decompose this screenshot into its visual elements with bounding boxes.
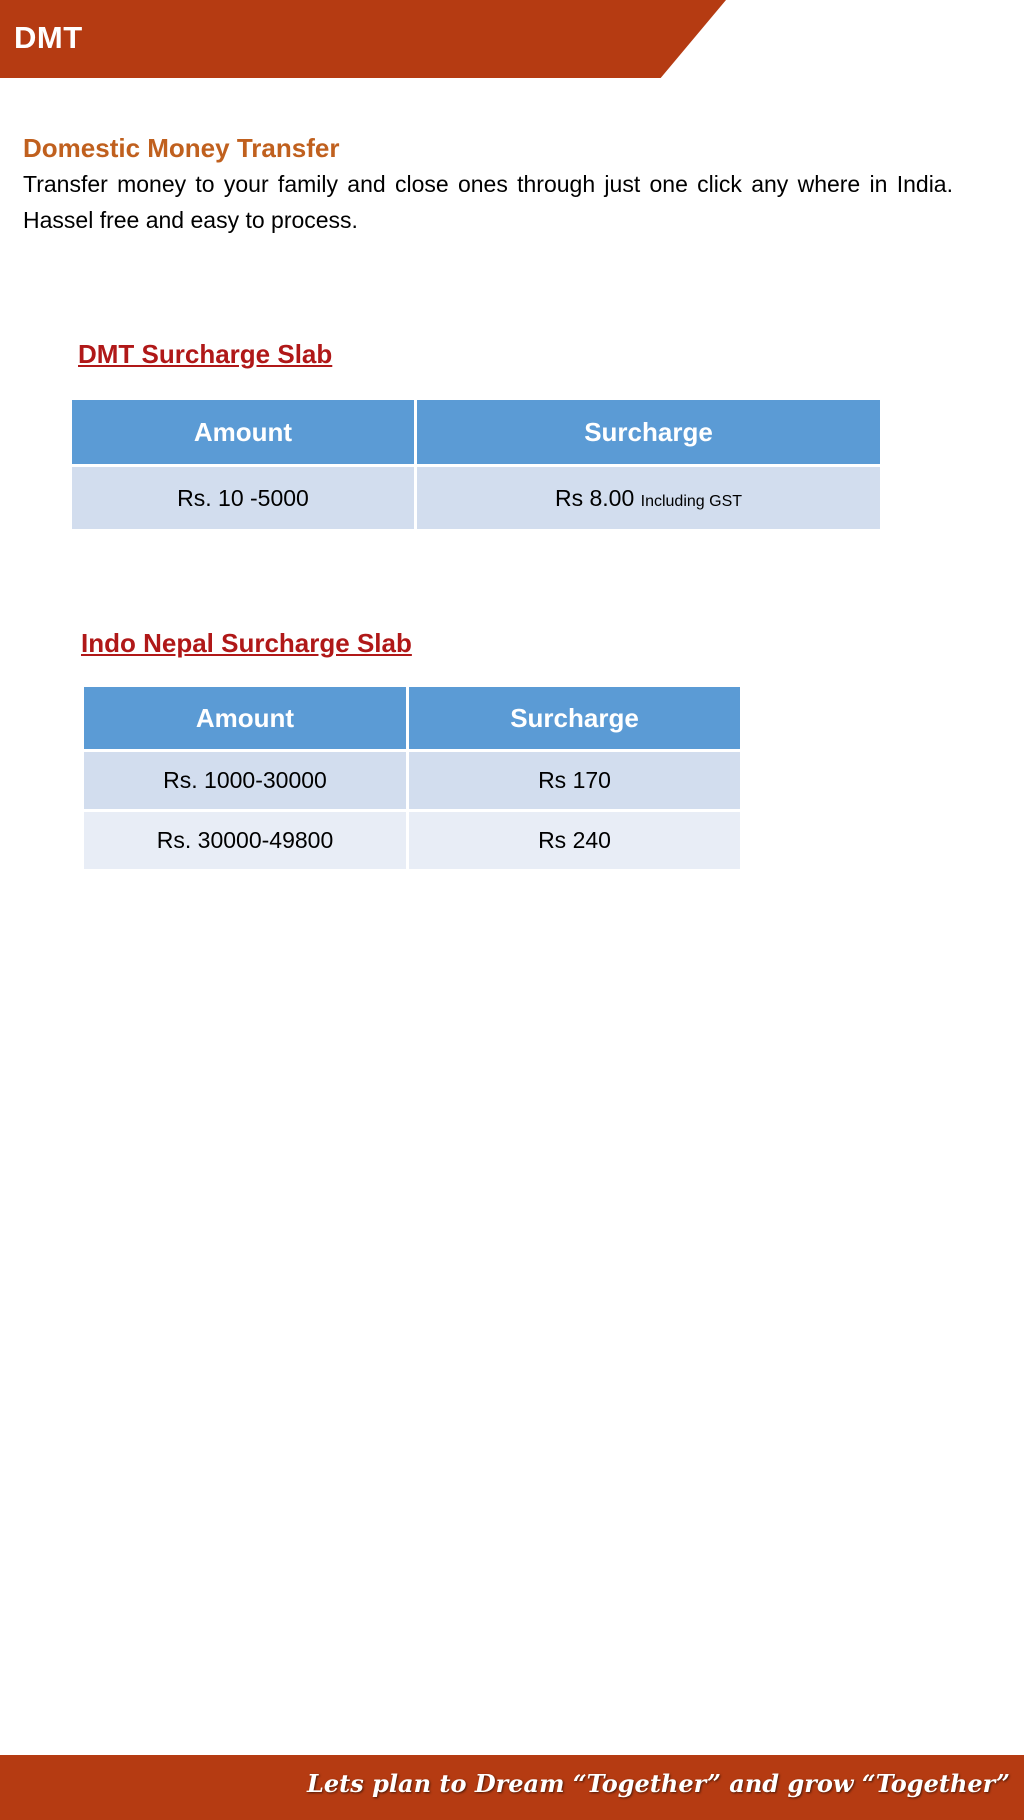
- page-title: DMT: [14, 20, 83, 55]
- table-row: [71, 466, 882, 531]
- gst-note: Including GST: [640, 492, 743, 510]
- dmt-slab-title: DMT Surcharge Slab: [78, 339, 333, 369]
- amount-cell: Rs. 10 -5000: [71, 466, 416, 531]
- dmt-surcharge-table: [69, 397, 883, 532]
- footer-banner: [0, 1755, 1024, 1820]
- indo-nepal-surcharge-table: [81, 684, 743, 872]
- amount-cell: Rs. 1000-30000: [83, 751, 408, 811]
- surcharge-value: Rs 8.00: [554, 484, 635, 511]
- surcharge-cell: Rs 170: [408, 751, 742, 811]
- header-banner: [0, 0, 726, 78]
- amount-header: Amount: [83, 686, 408, 751]
- surcharge-header: Surcharge: [416, 399, 882, 466]
- footer-tagline: Lets plan to Dream “Together” and grow “Together”: [307, 1769, 1010, 1798]
- amount-cell: Rs. 30000-49800: [83, 811, 408, 871]
- table-row: [83, 811, 742, 871]
- surcharge-header: Surcharge: [408, 686, 742, 751]
- surcharge-cell: [416, 466, 882, 531]
- section-heading: Domestic Money Transfer: [23, 133, 340, 163]
- nepal-slab-title: Indo Nepal Surcharge Slab: [81, 628, 412, 658]
- amount-header: Amount: [71, 399, 416, 466]
- table-row: [83, 751, 742, 811]
- surcharge-cell: Rs 240: [408, 811, 742, 871]
- intro-paragraph: Transfer money to your family and close ones through just one click any where in India. Hassel free and easy to process.: [23, 171, 953, 233]
